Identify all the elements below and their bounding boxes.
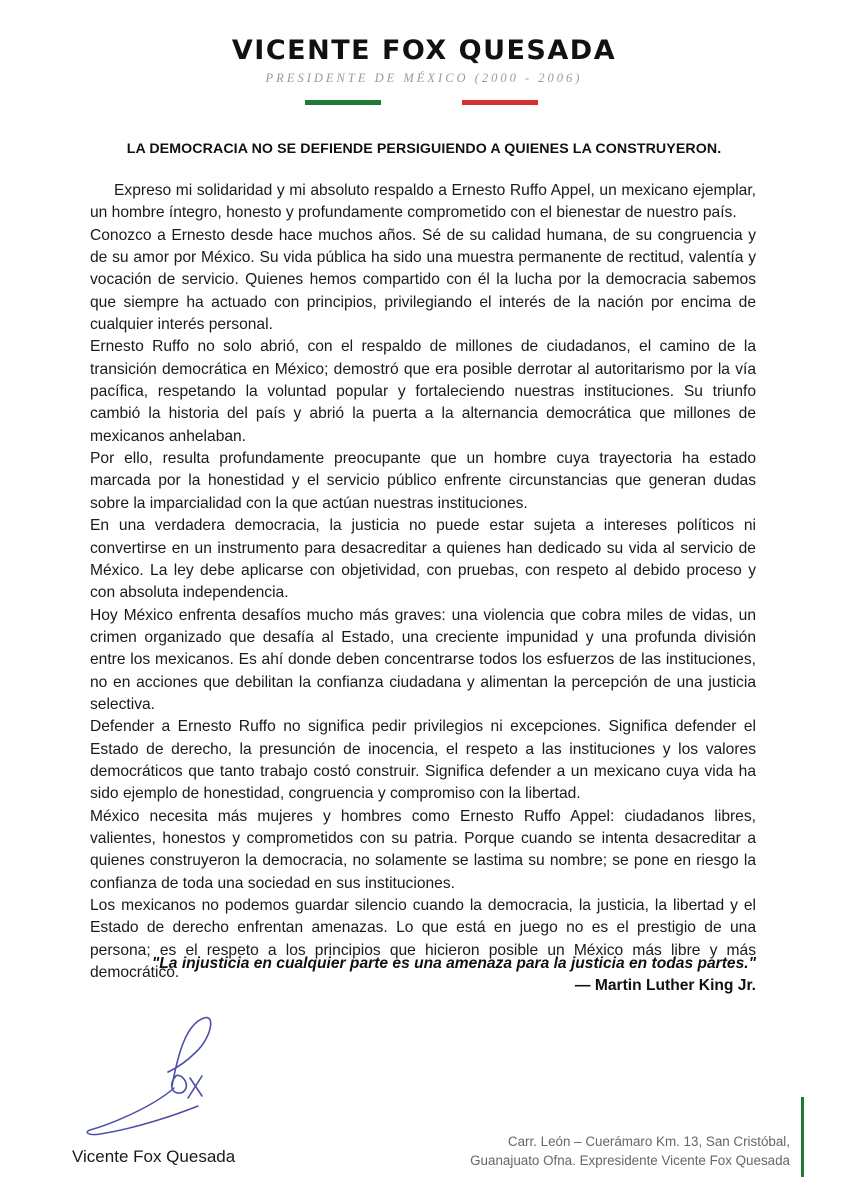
paragraph: Hoy México enfrenta desafíos mucho más graves: una violencia que cobra miles de vidas, un crimen organizado que desafía al Estado, una creciente impunidad y una profunda división entre los mexicanos. Es ahí donde deben concentrarse todos los esfuerzos de las instituciones, no en acciones que debilitan la confianza ciudadana y alimentan la percepción de una justicia selectiva. [90,606,756,713]
paragraph: Defender a Ernesto Ruffo no significa pedir privilegios ni excepciones. Significa defender el Estado de derecho, la presunción de inocencia, el respeto a las instituciones y los valores democráticos que tanto trabajo costó construir. Significa defender a un mexicano cuya vida ha sido ejemplo de honestidad, congruencia y compromiso con la libertad. [90,718,756,803]
paragraph: Conozco a Ernesto desde hace muchos años. Sé de su calidad humana, de su congruencia y de su amor por México. Su vida pública ha sido una muestra permanente de rectitud, valentía y vocación de servicio. Quienes hemos compartido con él la lucha por la democracia sabemos que siempre ha actuado con principios, privilegiando el interés de la nación por encima de cualquier interés personal. [90,226,756,334]
paragraph: Expreso mi solidaridad y mi absoluto respaldo a Ernesto Ruffo Appel, un mexicano ejemplar, un hombre íntegro, honesto y profundamente comprometido con el bienestar de nuestro país. [90,182,756,222]
signature-stroke [168,1018,211,1086]
letter-headline: LA DEMOCRACIA NO SE DEFIENDE PERSIGUIENDO A QUIENES LA CONSTRUYERON. [126,141,722,157]
green-bar [305,100,381,105]
letterhead [0,34,848,86]
address-line: Guanajuato Ofna. Expresidente Vicente Fox Quesada [470,1153,790,1168]
closing-quote [90,953,756,997]
flag-bars [0,100,848,105]
letter-body [90,180,756,984]
paragraph: México necesita más mujeres y hombres como Ernesto Ruffo Appel: ciudadanos libres, valientes, honestos y comprometidos con su patria. Porque cuando se intenta desacreditar a quienes construyeron la democracia, no solamente se lastima su nombre; se pone en riesgo la confianza de toda una sociedad en sus instituciones. [90,807,756,892]
signature-stroke [172,1075,187,1093]
quote-text: "La injusticia en cualquier parte es una amenaza para la justicia en todas partes." [151,955,756,972]
quote-author: — Martin Luther King Jr. [574,977,756,994]
signature-stroke [188,1076,202,1098]
red-bar [462,100,538,105]
signature-stroke [87,1088,198,1135]
signer-name: Vicente Fox Quesada [72,1147,236,1166]
paragraph: Ernesto Ruffo no solo abrió, con el respaldo de millones de ciudadanos, el camino de la transición democrática en México; demostró que era posible derrotar al autoritarismo por la vía pacífica, respetando la voluntad popular y fortaleciendo nuestras instituciones. Su triunfo cambió la historia del país y abrió la puerta a la alternancia democrática que millones de mexicanos anhelaban. [90,338,756,445]
letterhead-name: VICENTE FOX QUESADA [231,35,617,66]
address-line: Carr. León – Cuerámaro Km. 13, San Cristóbal, [507,1134,790,1149]
paragraph: Por ello, resulta profundamente preocupante que un hombre cuya trayectoria ha estado marcada por la honestidad y el servicio público enfrente circunstancias que generan dudas sobre la imparcialidad con la que actúan nuestras instituciones. [90,450,756,512]
paragraph: En una verdadera democracia, la justicia no puede estar sujeta a intereses políticos ni convertirse en un instrumento para desacreditar a quienes han dedicado su vida al servicio de México. La ley debe aplicarse con objetividad, con pruebas, con respeto al debido proceso y con absoluta independencia. [90,517,756,602]
office-address [470,1132,790,1170]
paragraph: Los mexicanos no podemos guardar silencio cuando la democracia, la justicia, la libertad y el Estado de derecho enfrentan amenazas. Lo que está en juego no es el prestigio de una persona; es el respeto a los principios que hicieron posible un México más libre y más democrático. [90,897,756,982]
handwritten-signature [78,1010,228,1145]
green-accent-line [801,1097,804,1177]
letterhead-role: PRESIDENTE DE MÉXICO (2000 - 2006) [265,71,583,85]
